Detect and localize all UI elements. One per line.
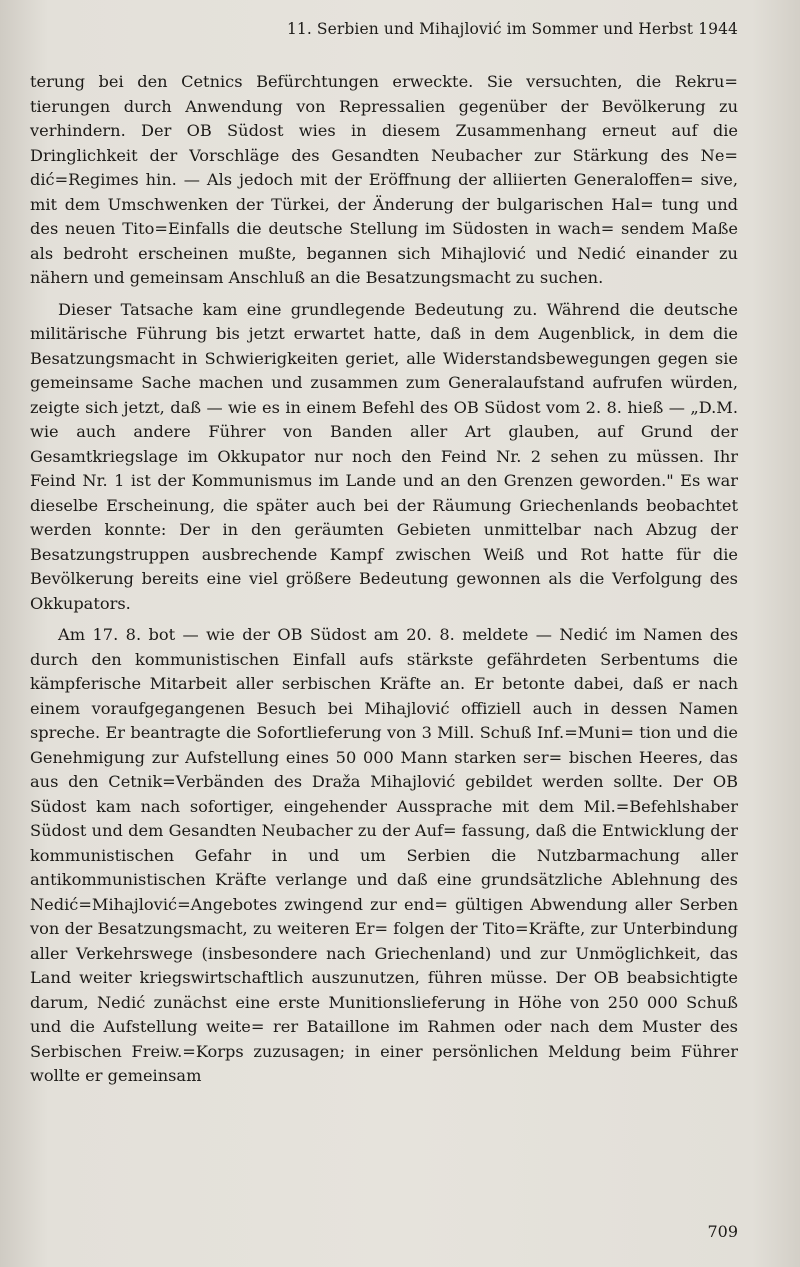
paragraph-1: terung bei den Cetnics Befürchtungen erweckte. Sie versuchten, die Rekru= tierungen durch Anwendung von Repressalien gegenüber der Bevölkerung zu verhindern. Der OB Südost wies in diesem Zusammenhang erneut auf die Dringlichkeit der Vorschläge des Gesandten Neubacher zur Stärkung des Ne= dić=Regimes hin. — Als jedoch mit der Eröffnung der alliierten Generaloffen= sive, mit dem Umschwenken der Türkei, der Änderung der bulgarischen Hal= tung und des neuen Tito=Einfalls die deutsche Stellung im Südosten in wach= sendem Maße als bedroht erscheinen mußte, begannen sich Mihajlović und Nedić einander zu nähern und gemeinsam Anschluß an die Besatzungsmacht zu suchen. xyxy=(30,72,738,287)
running-head: 11. Serbien und Mihajlović im Sommer und Herbst 1944 xyxy=(286,20,738,38)
paragraph-3: Am 17. 8. bot — wie der OB Südost am 20. 8. meldete — Nedić im Namen des durch den kommunistischen Einfall aufs stärkste gefährdeten Serbentums die kämpferische Mitarbeit aller serbischen Kräfte an. Er betonte dabei, daß er nach einem voraufgegangenen Besuch bei Mihajlović offiziell auch in dessen Namen spreche. Er beantragte die Sofortlieferung von 3 Mill. Schuß Inf.=Muni= tion und die Genehmigung zur Aufstellung eines 50 000 Mann starken ser= bischen Heeres, das aus den Cetnik=Verbänden des Draža Mihajlović gebildet werden sollte. Der OB Südost kam nach sofortiger, eingehender Aussprache mit dem Mil.=Befehlshaber Südost und dem Gesandten Neubacher zu der Auf= fassung, daß die Entwicklung der kommunistischen Gefahr in und um Serbien die Nutzbarmachung aller antikommunistischen Kräfte verlange und daß eine grundsätzliche Ablehnung des Nedić=Mihajlović=Angebotes zwingend zur end= gültigen Abwendung aller Serben von der Besatzungsmacht, zu weiteren Er= folgen der Tito=Kräfte, zur Unterbindung aller Verkehrswege (insbesondere nach Griechenland) und zur Unmöglichkeit, das Land weiter kriegswirtschaftlich auszunutzen, führen müsse. Der OB beabsichtigte darum, Nedić zunächst eine erste Munitionslieferung in Höhe von 250 000 Schuß und die Aufstellung weite= rer Bataillone im Rahmen oder nach dem Muster des Serbischen Freiw.=Korps zuzusagen; in einer persönlichen Meldung beim Führer wollte er gemeinsam xyxy=(30,625,738,1085)
paragraph-2: Dieser Tatsache kam eine grundlegende Bedeutung zu. Während die deutsche militärische Führung bis jetzt erwartet hatte, daß in dem Augenblick, in dem die Besatzungsmacht in Schwierigkeiten geriet, alle Widerstandsbewegungen gegen sie gemeinsame Sache machen und zusammen zum Generalaufstand aufrufen würden, zeigte sich jetzt, daß — wie es in einem Befehl des OB Südost vom 2. 8. hieß — „D.M. wie auch andere Führer von Banden aller Art glauben, auf Grund der Gesamtkriegslage im Okkupator nur noch den Feind Nr. 2 sehen zu müssen. Ihr Feind Nr. 1 ist der Kommunismus im Lande und an den Grenzen geworden." Es war dieselbe Erscheinung, die später auch bei der Räumung Griechenlands beobachtet werden konnte: Der in den geräumten Gebieten unmittelbar nach Abzug der Besatzungstruppen ausbrechende Kampf zwischen Weiß und Rot hatte für die Bevölkerung bereits eine viel größere Bedeutung gewonnen als die Verfolgung des Okkupators. xyxy=(30,299,738,613)
page-number: 709 xyxy=(707,1222,738,1241)
body-text xyxy=(30,70,738,1089)
